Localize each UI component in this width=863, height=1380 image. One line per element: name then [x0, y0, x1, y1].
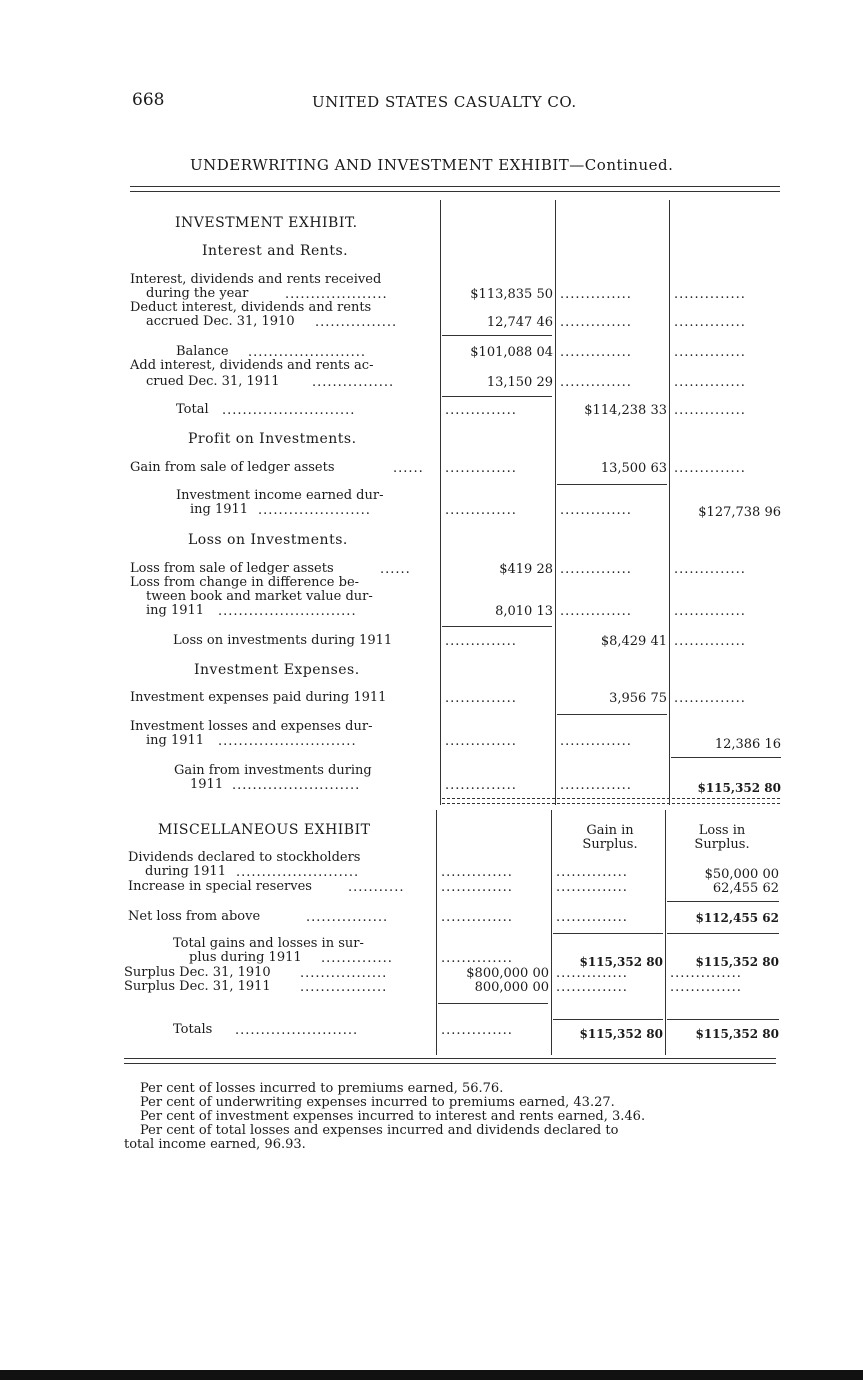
leader-dots: ..............: [445, 403, 517, 418]
netloss-value: $112,455 62: [695, 911, 779, 925]
leader-dots: ..............: [670, 980, 742, 995]
reserve-value: 62,455 62: [712, 881, 779, 896]
leader-dots: .......................: [248, 345, 367, 360]
income-value: $127,738 96: [698, 505, 781, 520]
leader-dots: ..............: [674, 375, 746, 390]
r2-label-2: accrued Dec. 31, 1910: [146, 314, 295, 329]
leader-dots: ..............: [560, 562, 632, 577]
col-sep-4: [436, 810, 437, 1055]
leader-dots: ..............: [556, 966, 628, 981]
leader-dots: ..............: [670, 966, 742, 981]
leader-dots: ......: [380, 562, 411, 577]
s1910-label: Surplus Dec. 31, 1910: [124, 965, 271, 980]
exp-label: Investment expenses paid during 1911: [130, 690, 387, 705]
bottom-rule: [124, 1058, 776, 1059]
leader-dots: ...........: [348, 880, 405, 895]
r4-label-1: Add interest, dividends and rents ac-: [130, 358, 374, 373]
r3-label: Balance: [176, 344, 229, 359]
section-rule-2: [442, 803, 780, 805]
leader-dots: ..............: [556, 865, 628, 880]
leader-dots: ................: [306, 910, 389, 925]
footnote-1: Per cent of losses incurred to premiums earned, 56.76.: [140, 1081, 504, 1096]
col-head-gain-2: Surplus.: [582, 837, 638, 852]
bottom-rule-2: [124, 1063, 776, 1064]
gain-inv-label-2: 1911: [190, 777, 224, 792]
loss-heading: Loss on Investments.: [188, 532, 348, 548]
leader-dots: ..............: [560, 375, 632, 390]
section-rule: [442, 798, 780, 800]
sum-rule: [442, 335, 552, 336]
footnote-5: total income earned, 96.93.: [124, 1137, 306, 1152]
losses-exp-value: 12,386 16: [714, 737, 781, 752]
r1-value: $113,835 50: [470, 287, 553, 302]
income-label-1: Investment income earned dur-: [176, 488, 384, 503]
total-value: $114,238 33: [584, 403, 667, 418]
r1-label-1: Interest, dividends and rents received: [130, 272, 382, 287]
sum-rule: [553, 1019, 663, 1020]
total-label: Total: [176, 402, 209, 417]
r1-label-2: during the year: [146, 286, 249, 301]
leader-dots: ..............: [556, 880, 628, 895]
s1911-value: 800,000 00: [474, 980, 549, 995]
leader-dots: ..............: [674, 461, 746, 476]
leader-dots: ..............: [560, 315, 632, 330]
expenses-heading: Investment Expenses.: [194, 662, 360, 678]
leader-dots: ......: [393, 461, 424, 476]
interest-heading: Interest and Rents.: [202, 243, 349, 259]
leader-dots: .........................: [232, 778, 361, 793]
r4-value: 13,150 29: [486, 375, 553, 390]
leader-dots: ......................: [258, 503, 371, 518]
leader-dots: ..............: [445, 461, 517, 476]
income-label-2: ing 1911: [190, 502, 249, 517]
exp-value: 3,956 75: [609, 691, 667, 706]
leader-dots: ..............: [445, 734, 517, 749]
r2-value: 12,747 46: [486, 315, 553, 330]
exhibit-title: UNDERWRITING AND INVESTMENT EXHIBIT—Continued.: [190, 156, 674, 174]
loss2-label-1: Loss from change in difference be-: [130, 575, 360, 590]
tg-gain-value: $115,352 80: [579, 955, 663, 969]
misc-exhibit-title: MISCELLANEOUS EXHIBIT: [158, 822, 371, 838]
leader-dots: ..............: [321, 951, 393, 966]
losses-exp-label-1: Investment losses and expenses dur-: [130, 719, 373, 734]
leader-dots: ..............: [560, 604, 632, 619]
profit-heading: Profit on Investments.: [188, 431, 357, 447]
col-sep-2: [555, 200, 556, 805]
col-head-gain-1: Gain in: [586, 823, 634, 838]
loss2-value: 8,010 13: [495, 604, 553, 619]
r4-label-2: crued Dec. 31, 1911: [146, 374, 280, 389]
gain-value: 13,500 63: [600, 461, 667, 476]
leader-dots: ..............: [441, 880, 513, 895]
leader-dots: ..............: [445, 778, 517, 793]
sum-rule: [671, 757, 781, 758]
footnote-3: Per cent of investment expenses incurred to interest and rents earned, 3.46.: [140, 1109, 646, 1124]
page-number: 668: [132, 90, 165, 110]
col-sep-3: [669, 200, 670, 805]
top-rule: [130, 186, 780, 187]
totals-gain-value: $115,352 80: [579, 1027, 663, 1041]
leader-dots: ..............: [445, 503, 517, 518]
leader-dots: ....................: [285, 287, 388, 302]
reserve-label: Increase in special reserves: [128, 879, 312, 894]
footnote-4: Per cent of total losses and expenses incurred and dividends declared to: [140, 1123, 619, 1138]
leader-dots: ..............: [674, 604, 746, 619]
leader-dots: ..............: [674, 691, 746, 706]
col-head-gain: [555, 824, 665, 852]
leader-dots: ..............: [674, 634, 746, 649]
leader-dots: ..............: [560, 778, 632, 793]
loss-total-value: $8,429 41: [600, 634, 667, 649]
div-label-1: Dividends declared to stockholders: [128, 850, 361, 865]
leader-dots: ..............: [556, 980, 628, 995]
leader-dots: ........................: [235, 1023, 359, 1038]
leader-dots: ..............: [445, 634, 517, 649]
tg-label-2: plus during 1911: [189, 950, 302, 965]
sum-rule: [667, 1019, 779, 1020]
leader-dots: ..............: [441, 951, 513, 966]
col-head-loss: [667, 824, 777, 852]
div-label-2: during 1911: [145, 864, 226, 879]
gain-label: Gain from sale of ledger assets: [130, 460, 335, 475]
totals-label: Totals: [173, 1022, 213, 1037]
loss-total-label: Loss on investments during 1911: [173, 633, 393, 648]
leader-dots: ...........................: [218, 734, 357, 749]
tg-label-1: Total gains and losses in sur-: [173, 936, 364, 951]
leader-dots: ................: [312, 375, 395, 390]
leader-dots: ..............: [560, 345, 632, 360]
netloss-label: Net loss from above: [128, 909, 261, 924]
sum-rule: [553, 933, 663, 934]
loss1-value: $419 28: [499, 562, 553, 577]
leader-dots: ..............: [556, 910, 628, 925]
leader-dots: ..............: [560, 503, 632, 518]
r3-value: $101,088 04: [470, 345, 553, 360]
leader-dots: .................: [300, 980, 388, 995]
leader-dots: ..............: [674, 562, 746, 577]
tg-loss-value: $115,352 80: [695, 955, 779, 969]
gain-inv-value: $115,352 80: [697, 781, 781, 795]
leader-dots: ...........................: [218, 604, 357, 619]
s1910-value: $800,000 00: [466, 966, 549, 981]
leader-dots: ..............: [674, 315, 746, 330]
sum-rule: [442, 626, 552, 627]
col-sep-6: [665, 810, 666, 1055]
loss2-label-2: tween book and market value dur-: [146, 589, 373, 604]
leader-dots: ..............: [441, 910, 513, 925]
running-header: UNITED STATES CASUALTY CO.: [312, 93, 577, 111]
leader-dots: .................: [300, 966, 388, 981]
leader-dots: ..............: [441, 865, 513, 880]
investment-exhibit-title: INVESTMENT EXHIBIT.: [175, 215, 358, 231]
div-value: $50,000 00: [704, 867, 779, 882]
s1911-label: Surplus Dec. 31, 1911: [124, 979, 271, 994]
sum-rule: [667, 933, 779, 934]
leader-dots: ..............: [674, 403, 746, 418]
sum-rule: [438, 1003, 548, 1004]
sum-rule: [442, 396, 552, 397]
leader-dots: ................: [315, 315, 398, 330]
r2-label-1: Deduct interest, dividends and rents: [130, 300, 372, 315]
top-rule-2: [130, 191, 780, 192]
col-sep-5: [551, 810, 552, 1055]
loss2-label-3: ing 1911: [146, 603, 205, 618]
sum-rule: [557, 714, 667, 715]
sum-rule: [557, 484, 667, 485]
leader-dots: ..............: [560, 734, 632, 749]
gain-inv-label-1: Gain from investments during: [174, 763, 372, 778]
loss1-label: Loss from sale of ledger assets: [130, 561, 334, 576]
leader-dots: ........................: [236, 865, 360, 880]
leader-dots: ..............: [674, 287, 746, 302]
scan-edge: [0, 1370, 863, 1380]
footnote-2: Per cent of underwriting expenses incurred to premiums earned, 43.27.: [140, 1095, 615, 1110]
leader-dots: ..........................: [222, 403, 356, 418]
col-head-loss-1: Loss in: [698, 823, 746, 838]
sum-rule: [667, 901, 779, 902]
losses-exp-label-2: ing 1911: [146, 733, 205, 748]
col-head-loss-2: Surplus.: [694, 837, 750, 852]
leader-dots: ..............: [445, 691, 517, 706]
totals-loss-value: $115,352 80: [695, 1027, 779, 1041]
leader-dots: ..............: [560, 287, 632, 302]
leader-dots: ..............: [441, 1023, 513, 1038]
leader-dots: ..............: [674, 345, 746, 360]
